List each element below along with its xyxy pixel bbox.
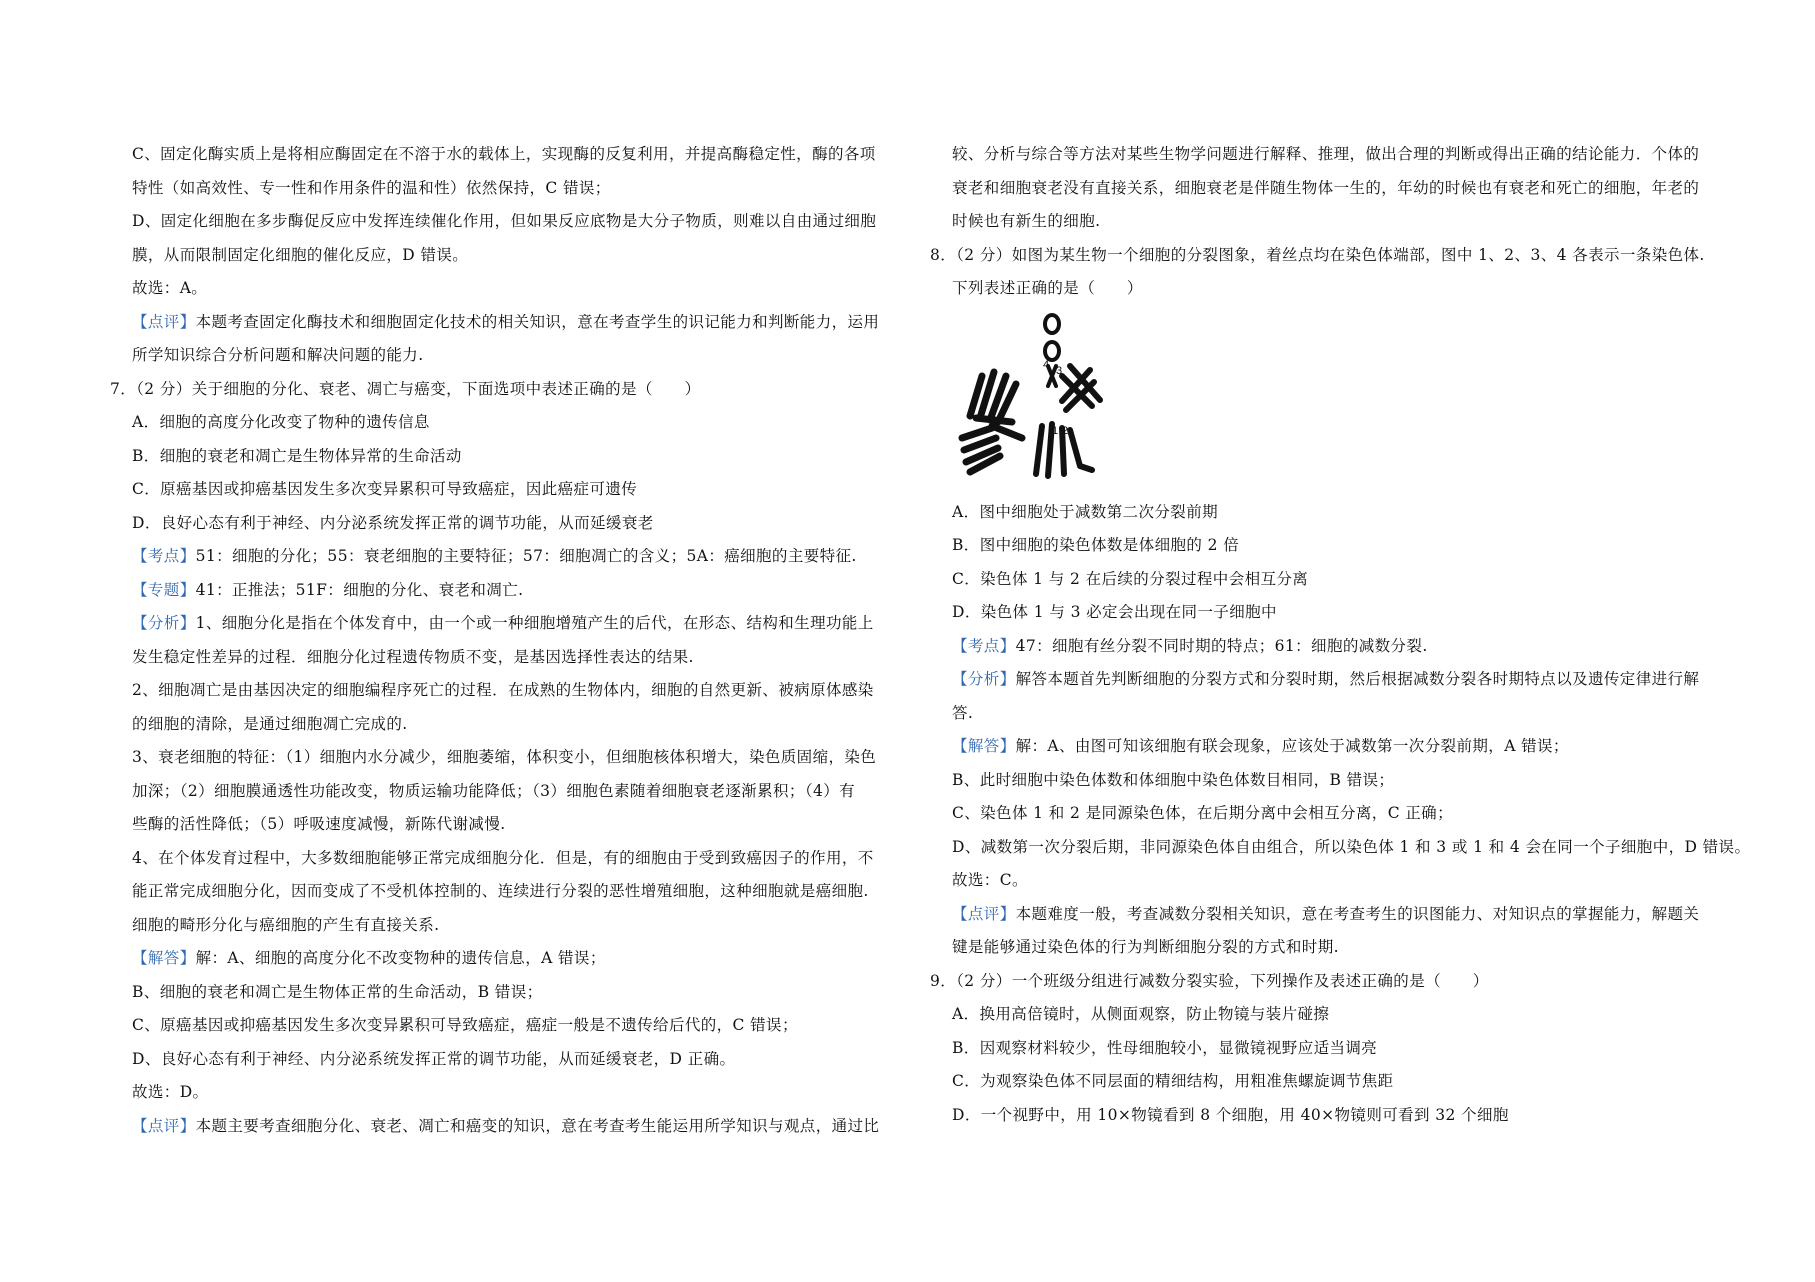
text-line [132, 607, 900, 641]
text-line [132, 842, 900, 876]
line-text: 能正常完成细胞分化，因而变成了不受机体控制的、连续进行分裂的恶性增殖细胞，这种细胞就是癌细胞. [132, 882, 869, 900]
text-line [952, 1099, 1722, 1133]
text-line [132, 406, 900, 440]
text-line [952, 931, 1722, 965]
text-line [952, 272, 1722, 306]
line-text: 特性（如高效性、专一性和作用条件的温和性）依然保持，C 错误； [132, 178, 611, 197]
line-text: 下列表述正确的是（ ） [952, 279, 1143, 297]
question-stem-line [110, 373, 900, 407]
question-8-9-body [930, 496, 1751, 1133]
text-line [952, 172, 1722, 206]
right-column [930, 138, 1751, 1132]
line-text: 1、细胞分化是指在个体发育中，由一个或一种细胞增殖产生的后代，在形态、结构和生理功能上 [195, 614, 874, 632]
text-line [132, 339, 900, 373]
line-text: B．图中细胞的染色体数是体细胞的 2 倍 [952, 536, 1240, 554]
text-line [132, 138, 900, 172]
section-tag: 【解答】 [132, 949, 196, 967]
text-line [132, 942, 900, 976]
line-text: 4、在个体发育过程中，大多数细胞能够正常完成细胞分化．但是，有的细胞由于受到致癌因子的作用，不 [132, 848, 874, 867]
text-line [952, 205, 1722, 239]
question-8-stem [930, 138, 1722, 306]
text-line [952, 1032, 1722, 1066]
line-text: 解答本题首先判断细胞的分裂方式和分裂时期，然后根据减数分裂各时期特点以及遗传定律进行解 [1015, 670, 1700, 688]
line-text: C、固定化酶实质上是将相应酶固定在不溶于水的载体上，实现酶的反复利用，并提高酶稳定性，酶的各项 [132, 145, 876, 163]
line-text: B、细胞的衰老和凋亡是生物体正常的生命活动，B 错误； [132, 982, 543, 1001]
line-text: 答. [952, 703, 974, 722]
line-text: B．因观察材料较少，性母细胞较小，显微镜视野应适当调亮 [952, 1038, 1378, 1057]
text-line [132, 641, 900, 675]
line-text: D．一个视野中，用 10×物镜看到 8 个细胞，用 40×物镜则可看到 32 个细胞 [952, 1105, 1509, 1124]
text-line [952, 630, 1722, 664]
line-text: A．换用高倍镜时，从侧面观察，防止物镜与装片碰擦 [952, 1005, 1330, 1023]
section-tag: 【考点】 [952, 636, 1016, 655]
line-text: C、原癌基因或抑癌基因发生多次变异累积可导致癌症，癌症一般是不遗传给后代的，C 错误； [132, 1016, 798, 1034]
line-text: 本题主要考查细胞分化、衰老、凋亡和癌变的知识，意在考查考生能运用所学知识与观点，通过比 [195, 1116, 880, 1135]
text-line [952, 697, 1722, 731]
text-line [132, 172, 900, 206]
text-line [952, 730, 1722, 764]
line-text: 细胞的畸形分化与癌细胞的产生有直接关系. [132, 915, 440, 934]
label-4: 4 [1043, 358, 1050, 371]
line-text: 故选：C。 [952, 871, 1028, 889]
label-2: 2 [1062, 424, 1069, 437]
text-line [132, 239, 900, 273]
line-text: 41：正推法；51F：细胞的分化、衰老和凋亡. [195, 580, 524, 599]
line-text: 发生稳定性差异的过程．细胞分化过程遗传物质不变，是基因选择性表达的结果. [132, 647, 694, 666]
text-line [952, 831, 1751, 865]
text-line [132, 440, 900, 474]
line-text: 膜，从而限制固定化细胞的催化反应，D 错误。 [132, 245, 469, 264]
line-text: 3、衰老细胞的特征：（1）细胞内水分减少，细胞萎缩，体积变小，但细胞核体积增大，染色质固缩，染色 [132, 748, 877, 766]
line-text: 2、细胞凋亡是由基因决定的细胞编程序死亡的过程．在成熟的生物体内，细胞的自然更新、被病原体感染 [132, 681, 874, 699]
text-line [132, 808, 900, 842]
text-line [952, 663, 1722, 697]
line-text: 衰老和细胞衰老没有直接关系，细胞衰老是伴随生物体一生的，年幼的时候也有衰老和死亡的细胞，年老的 [952, 178, 1700, 197]
line-text: 解：A、由图可知该细胞有联会现象，应该处于减数第一次分裂前期，A 错误； [1015, 737, 1569, 755]
text-line [132, 976, 900, 1010]
section-tag: 【点评】 [132, 312, 196, 331]
line-text: B、此时细胞中染色体数和体细胞中染色体数目相同，B 错误； [952, 770, 1395, 789]
line-text: 本题考查固定化酶技术和细胞固定化技术的相关知识，意在考查学生的识记能力和判断能力，运用 [195, 312, 880, 331]
text-line [132, 1110, 900, 1144]
text-line [132, 574, 900, 608]
text-line [132, 1043, 900, 1077]
text-line [952, 596, 1722, 630]
text-line [132, 909, 900, 943]
line-text: 解：A、细胞的高度分化不改变物种的遗传信息，A 错误； [195, 949, 606, 967]
text-line [132, 875, 900, 909]
section-tag: 【点评】 [952, 904, 1016, 923]
line-text: D、减数第一次分裂后期，非同源染色体自由组合，所以染色体 1 和 3 或 1 和 4 会在同一个子细胞中，D 错误。 [952, 837, 1751, 856]
section-tag: 【分析】 [952, 670, 1016, 688]
line-text: 的细胞的清除，是通过细胞凋亡完成的. [132, 714, 408, 733]
text-line [132, 775, 900, 809]
section-tag: 【点评】 [132, 1116, 196, 1135]
line-text: D．染色体 1 与 3 必定会出现在同一子细胞中 [952, 603, 1277, 621]
meiosis-cell-image [952, 306, 1122, 496]
line-text: 较、分析与综合等方法对某些生物学问题进行解释、推理，做出合理的判断或得出正确的结论能力．个体的 [952, 145, 1700, 163]
line-text: 8．（2 分）如图为某生物一个细胞的分裂图象，着丝点均在染色体端部，图中 1、2、3、4 各表示一条染色体. [930, 245, 1705, 264]
text-line [952, 496, 1722, 530]
line-text: 所学知识综合分析问题和解决问题的能力. [132, 346, 424, 364]
text-line [952, 1065, 1722, 1099]
line-text: 故选：D。 [132, 1083, 209, 1101]
text-line [132, 1076, 900, 1110]
line-text: B．细胞的衰老和凋亡是生物体异常的生命活动 [132, 446, 462, 465]
text-line [132, 205, 900, 239]
text-line [952, 998, 1722, 1032]
section-tag: 【专题】 [132, 580, 196, 599]
line-text: 故选：A。 [132, 279, 208, 297]
line-text: C．为观察染色体不同层面的精细结构，用粗准焦螺旋调节焦距 [952, 1072, 1394, 1090]
line-text: 51：细胞的分化；55：衰老细胞的主要特征；57：细胞凋亡的含义；5A：癌细胞的主要特征. [195, 547, 857, 565]
line-text: 加深；（2）细胞膜通透性功能改变，物质运输功能降低；（3）细胞色素随着细胞衰老逐渐累积；（4）有 [132, 781, 856, 800]
line-text: 7．（2 分）关于细胞的分化、衰老、凋亡与癌变，下面选项中表述正确的是（ ） [110, 379, 701, 398]
text-line [952, 563, 1722, 597]
line-text: 时候也有新生的细胞. [952, 212, 1101, 230]
chromosome-figure [952, 306, 1722, 496]
line-text: 本题难度一般，考查减数分裂相关知识，意在考查考生的识图能力、对知识点的掌握能力，解题关 [1015, 904, 1700, 923]
text-line [952, 898, 1722, 932]
text-line [132, 674, 900, 708]
text-line [952, 797, 1722, 831]
question-stem-line [930, 239, 1722, 273]
question-stem-line [930, 965, 1722, 999]
line-text: C．原癌基因或抑癌基因发生多次变异累积可导致癌症，因此癌症可遗传 [132, 480, 638, 498]
text-line [952, 864, 1722, 898]
section-tag: 【考点】 [132, 547, 196, 565]
text-line [132, 741, 900, 775]
line-text: D、固定化细胞在多步酶促反应中发挥连续催化作用，但如果反应底物是大分子物质，则难以自由通过细胞 [132, 212, 877, 230]
line-text: D、良好心态有利于神经、内分泌系统发挥正常的调节功能，从而延缓衰老，D 正确。 [132, 1049, 736, 1068]
text-line [132, 473, 900, 507]
text-line [132, 708, 900, 742]
line-text: 些酶的活性降低；（5）呼吸速度减慢，新陈代谢减慢. [132, 815, 506, 833]
text-line [952, 764, 1722, 798]
line-text: C、染色体 1 和 2 是同源染色体，在后期分离中会相互分离，C 正确； [952, 804, 1453, 822]
text-line [952, 529, 1722, 563]
line-text: 键是能够通过染色体的行为判断细胞分裂的方式和时期. [952, 938, 1339, 956]
section-tag: 【解答】 [952, 737, 1016, 755]
text-line [132, 507, 900, 541]
text-line [132, 272, 900, 306]
text-line [132, 1009, 900, 1043]
line-text: D．良好心态有利于神经、内分泌系统发挥正常的调节功能，从而延缓衰老 [132, 513, 654, 532]
text-line [952, 138, 1722, 172]
label-1: 1 [1052, 424, 1059, 437]
text-line [132, 540, 900, 574]
left-column [110, 138, 900, 1143]
line-text: A．细胞的高度分化改变了物种的遗传信息 [132, 413, 430, 431]
line-text: C．染色体 1 与 2 在后续的分裂过程中会相互分离 [952, 569, 1309, 588]
text-line [132, 306, 900, 340]
label-3: 3 [1056, 364, 1063, 377]
section-tag: 【分析】 [132, 614, 196, 632]
line-text: 47：细胞有丝分裂不同时期的特点；61：细胞的减数分裂. [1015, 636, 1428, 655]
line-text: A．图中细胞处于减数第二次分裂前期 [952, 502, 1218, 521]
line-text: 9．（2 分）一个班级分组进行减数分裂实验，下列操作及表述正确的是（ ） [930, 971, 1489, 990]
